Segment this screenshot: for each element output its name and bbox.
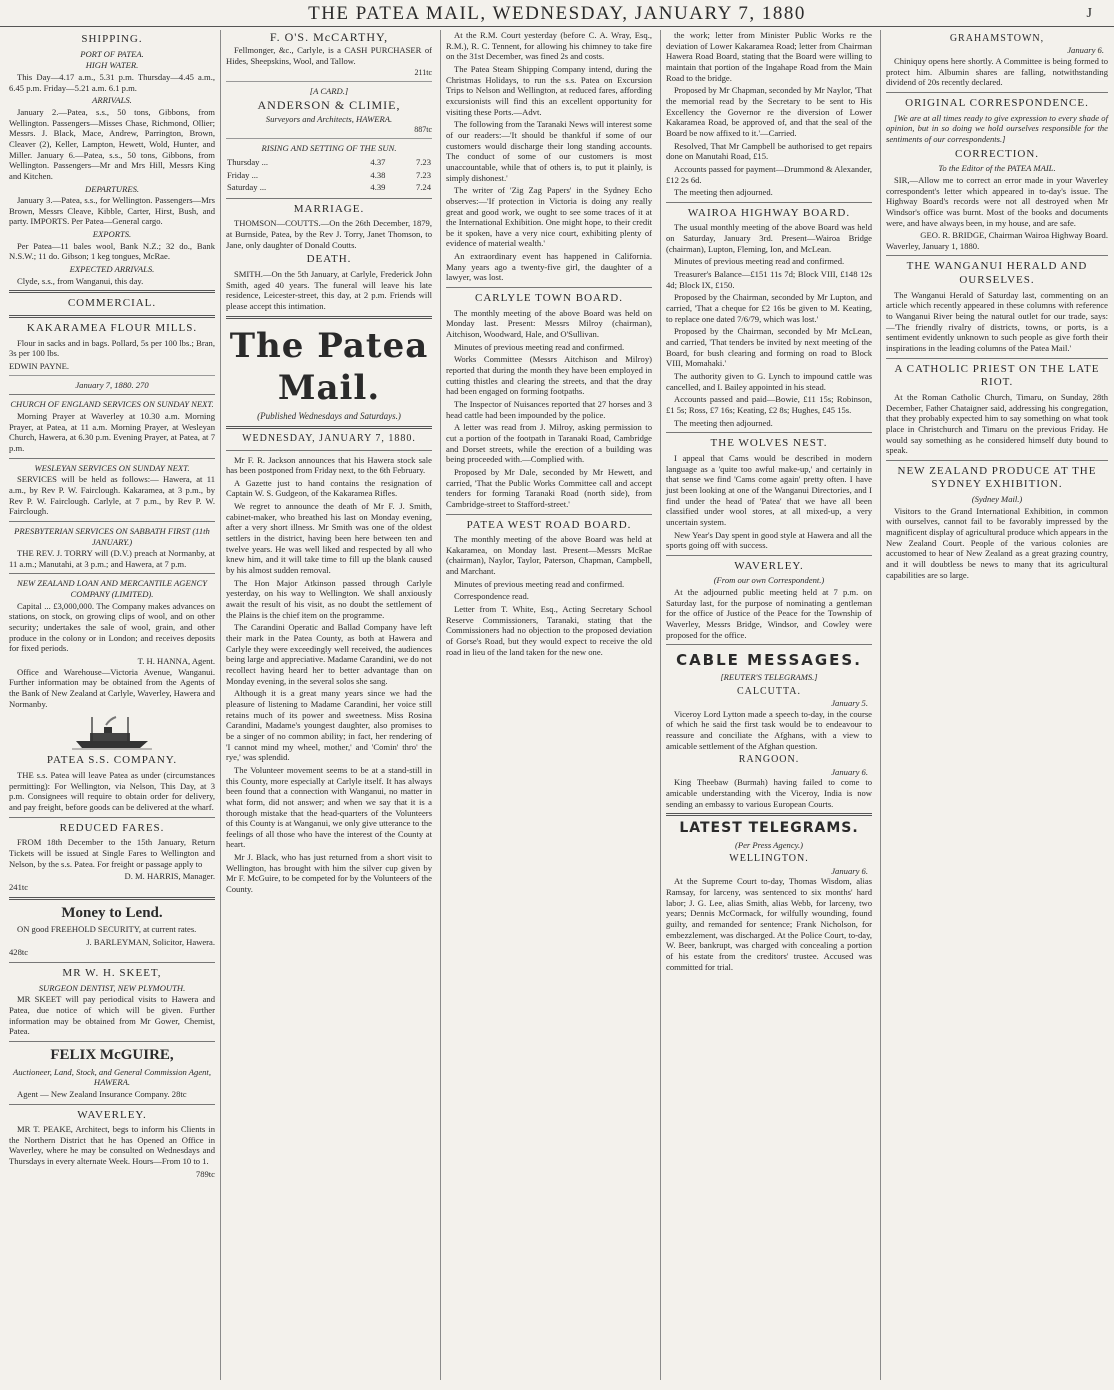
wairoa-body xyxy=(666,222,872,428)
loan-text-2: Office and Warehouse—Victoria Avenue, Wanganui. Further information may be obtained from the Agents of the Bank of New Zealand at Carlyle, Waverley, Hawera and Normanby. xyxy=(9,666,215,709)
latest-sub: (Per Press Agency.) xyxy=(734,839,803,850)
sun-day: Thursday ... xyxy=(227,156,269,167)
divider xyxy=(226,426,432,429)
news-paragraph: A Gazette just to hand contains the resignation of Captain W. S. Gudgeon, of the Kakaramea Rifles. xyxy=(226,477,432,499)
report-paragraph: Proposed by Mr Chapman, seconded by Mr Naylor, 'That the memorial read by the Secretary to be sent to His Excellency the Governor re the diversion of Lower Kakaramea Road, be approved of, and that the seal of the Board be now affixed to it.'—Carried. xyxy=(666,85,872,138)
catholic-heading: A CATHOLIC PRIEST ON THE LATE RIOT. xyxy=(894,362,1100,389)
sun-set: 7.23 xyxy=(415,169,431,180)
exhibition-heading: NEW ZEALAND PRODUCE AT THE SYDNEY EXHIBITION. xyxy=(897,464,1097,491)
latest-heading: LATEST TELEGRAMS. xyxy=(679,820,859,837)
skeet-text: MR SKEET will pay periodical visits to Hawera and Patea, due notice of which will be given. Further information may be obtained from Mr Gower, Chemist, Patea. xyxy=(9,994,215,1037)
sun-rise: 4.37 xyxy=(370,156,386,167)
sun-rise: 4.38 xyxy=(370,169,386,180)
correspondence-note: [We are at all times ready to give expression to every shade of opinion, but in so doing we hold ourselves responsible for the sentiments of our correspondents.] xyxy=(886,112,1108,144)
loan-heading: NEW ZEALAND LOAN AND MERCANTILE AGENCY COMPANY (LIMITED). xyxy=(17,578,207,600)
divider xyxy=(226,450,432,451)
column-5 xyxy=(880,30,1113,1380)
dateline: WEDNESDAY, JANUARY 7, 1880. xyxy=(242,433,416,445)
calcutta-text: Viceroy Lord Lytton made a speech to-day, in the course of which he said the first task would be to endeavour to reassure and conciliate the Afghans, with a view to amicable settlement of the Afghan question. xyxy=(666,708,872,751)
westroad-body xyxy=(446,534,652,657)
divider xyxy=(9,817,215,818)
correction-heading: CORRECTION. xyxy=(954,147,1040,160)
report-paragraph: Letter from T. White, Esq., Acting Secretary School Reserve Commissioners, Taranaki, stating that the Commissioners had no objection to the proposed deviation of Gorse's Road, but they would expect to receive the old road in lieu of the land taken for the new one. xyxy=(446,604,652,657)
skeet-heading: MR W. H. SKEET, xyxy=(62,967,162,980)
divider xyxy=(9,394,215,395)
report-paragraph: Accounts passed and paid—Bowie, £11 15s; Robinson, £1 5s; Ross, £7 16s; Keating, £2 8s; Hughes, £45 15s. xyxy=(666,394,872,415)
mccarthy-text: Fellmonger, &c., Carlyle, is a CASH PURCHASER of Hides, Sheepskins, Wool, and Tallow. xyxy=(226,44,432,66)
news-paragraph: The Hon Major Atkinson passed through Carlyle yesterday, on his way to Wellington. We shall anxiously await the result of his visit, as no doubt the settlement of the Plains is the chief item on the programme. xyxy=(226,577,432,620)
presby-heading: PRESBYTERIAN SERVICES ON SABBATH FIRST (11th JANUARY.) xyxy=(14,525,210,547)
architects-heading: ANDERSON & CLIMIE, xyxy=(257,97,401,112)
divider xyxy=(9,458,215,459)
correction-text: SIR,—Allow me to correct an error made in your Waverley correspondent's letter which appeared in to-day's issue. The Highway Board's records were not all destroyed when Mr Windsor's office was burnt. Most of the books and documents were, and have always been, in my house, and are safe. xyxy=(886,174,1108,228)
grahamstown-date: January 6. xyxy=(1067,45,1104,56)
architects-ad xyxy=(226,86,432,139)
peake-text: MR T. PEAKE, Architect, begs to inform his Clients in the Northern District that he has Opened an Office in Waverley, where he may be consulted on Wednesdays and Thursdays in every alternate Week. Hours—From 10 to 1. xyxy=(9,1124,215,1167)
wolves-body xyxy=(666,453,872,551)
report-paragraph: The Inspector of Nuisances reported that 27 horses and 3 head cattle had been impounded by the police. xyxy=(446,398,652,420)
article-paragraph: I appeal that Cams would be described in modern language as a 'quite too awful make-up,' and certainly in that sense we find 'Cams come again' pretty often. I have just been looking at one of the Wanganui Directories, and I find under the head of 'Patea' that we have all been classified under wool stores, at all mixed-up, a very uncertain system. xyxy=(666,452,872,527)
money-ref: 428tc xyxy=(9,947,29,958)
divider xyxy=(9,1041,215,1042)
divider xyxy=(886,358,1108,359)
correction-ref: Waverley, January 1, 1880. xyxy=(886,240,980,251)
marriage-heading: MARRIAGE. xyxy=(293,202,365,215)
divider xyxy=(446,287,652,288)
divider xyxy=(226,198,432,199)
local-news xyxy=(446,30,652,283)
wellington-date: January 6. xyxy=(831,865,868,876)
cable-heading: CABLE MESSAGES. xyxy=(676,651,862,670)
divider xyxy=(666,813,872,816)
arrivals-text: January 2.—Patea, s.s., 50 tons, Gibbons, from Wellington. Passengers—Misses Chase, Richmond, Ollier; Messrs. J. Black, Mace, Andrew, Parrington, Brown, Cleaver (2), Keller, Lampton, Hewett, Wold, Hunter, and Miller. January 6.—Patea, s.s., 50 tons, Gibbons, from Wellington. Passengers—Mr and Mrs Hill, Messrs King and Kitchen. xyxy=(9,106,215,181)
news-paragraph: Mr J. Black, who has just returned from a short visit to Wellington, has brought with him the silver cup given by Mr F. McGuire, to be competed for by the Volunteers of the County. xyxy=(226,852,432,895)
newspaper-flag: The Patea Mail. xyxy=(229,325,429,408)
waverley-corr-heading: WAVERLEY. xyxy=(734,559,804,572)
divider xyxy=(226,316,432,319)
wesleyan-text: SERVICES will be held as follows:— Hawera, at 11 a.m., by Rev P. W. Fairclough. Kakaramea, at 3 p.m., by Rev P. W. Fairclough. Carlyle, at 7 p.m., by Rev P. W. Fairclough. xyxy=(9,474,215,517)
divider xyxy=(9,1104,215,1105)
architects-text: Surveyors and Architects, HAWERA. xyxy=(265,113,393,124)
report-paragraph: The authority given to G. Lynch to impound cattle was cancelled, and I. Bailey appointed in his stead. xyxy=(666,371,872,392)
column-4 xyxy=(660,30,877,1380)
church-text: Morning Prayer at Waverley at 10.30 a.m. Morning Prayer, at Patea, at 11 a.m. Morning Prayer, at Wesleyan Church, Hawera, at 6.30 p.m. Evening Prayer, at Patea, at 7 p.m. xyxy=(9,410,215,453)
mccarthy-heading: F. O'S. McCARTHY, xyxy=(269,30,389,44)
exports-text: Per Patea—11 bales wool, Bank N.Z.; 32 do., Bank N.S.W.; 11 do. Gibson; 1 keg tongues, McRae. xyxy=(9,240,215,262)
divider xyxy=(666,202,872,203)
article-paragraph: New Year's Day spent in good style at Hawera and all the sports going off with success. xyxy=(666,529,872,551)
money-sign: J. BARLEYMAN, Solicitor, Hawera. xyxy=(86,936,215,947)
architects-ref: 887tc xyxy=(414,125,432,135)
divider xyxy=(446,514,652,515)
arrivals-heading: ARRIVALS. xyxy=(92,95,132,106)
flour-sign: EDWIN PAYNE. xyxy=(9,361,215,376)
mcguire-ref: Agent — New Zealand Insurance Company. 28tc xyxy=(17,1088,187,1099)
fares-ref: 241tc xyxy=(9,881,29,892)
flag-subtitle: (Published Wednesdays and Saturdays.) xyxy=(257,410,401,421)
page-folio: J xyxy=(1086,6,1092,21)
news-paragraph: An extraordinary event has happened in California. Many years ago a twenty-five girl, the daughter of a lawyer, was lost. xyxy=(446,251,652,283)
rangoon-text: King Theebaw (Burmah) having failed to come to amicable understanding with the Viceroy, India is now sending an embassy to various European Courts. xyxy=(666,777,872,809)
mcguire-heading: FELIX McGUIRE, xyxy=(50,1046,174,1063)
highwater-heading: HIGH WATER. xyxy=(85,60,139,71)
exhibition-text: Visitors to the Grand International Exhibition, in common with ourselves, cannot fail to be favorably impressed by the magnificent display of agricultural produce which appears in the New Zealand Court. People of the various colonies are accustomed to hear of New Zealand as a great grazing country, and it will doubtless be news to many that its agricultural capabilities are so large. xyxy=(886,505,1108,580)
correction-sub: To the Editor of the PATEA MAIL. xyxy=(938,163,1056,174)
departures-text: January 3.—Patea, s.s., for Wellington. Passengers—Mrs Brown, Messrs Cleave, Kibble, Carter, Hirst, Bush, and party. IMPORTS. Per Patea—General cargo. xyxy=(9,195,215,227)
news-paragraph: The Carandini Operatic and Ballad Company have left their mark in the Patea County, as both at Hawera and Carlyle they were exceedingly well received, the audiences being large and appreciative. Madame Carandini, we do not recollect having heard her to better advantage than on Monday evening, in the several solos she sang. xyxy=(226,622,432,686)
waverley-corr-sub: (From our own Correspondent.) xyxy=(713,575,825,586)
peake-ref: 789tc xyxy=(195,1168,215,1179)
sun-table xyxy=(226,156,432,194)
wolves-heading: THE WOLVES NEST. xyxy=(710,437,828,450)
divider xyxy=(666,432,872,433)
carlyle-board-heading: CARLYLE TOWN BOARD. xyxy=(475,292,623,305)
mccarthy-ad xyxy=(226,30,432,82)
herald-text: The Wanganui Herald of Saturday last, commenting on an article which recently appeared in these columns with reference to Wanganui River being the natural outlet for our trade, says:—'The friendly rivalry of districts, towns, or ports, is a sentiment evidently unknown to such people as give forth their inspirations in the leading columns of the Patea Mail.' xyxy=(886,289,1108,354)
wairoa-heading: WAIROA HIGHWAY BOARD. xyxy=(687,206,851,219)
mccarthy-ref: 211tc xyxy=(414,68,432,78)
port-heading: PORT OF PATEA. xyxy=(80,48,144,59)
steamship-icon xyxy=(70,713,154,751)
divider xyxy=(9,315,215,318)
sun-row xyxy=(226,169,432,182)
herald-heading: THE WANGANUI HERALD AND OURSELVES. xyxy=(906,260,1088,287)
report-paragraph: the work; letter from Minister Public Works re the deviation of Lower Kakaramea Road; letter from Chairman Hawera Road Board, stating that the Board were willing to maintain that portion of the Ingahape Road from the Main Road to the bridge. xyxy=(666,30,872,83)
report-paragraph: Correspondence read. xyxy=(454,591,529,602)
money-text: ON good FREEHOLD SECURITY, at current rates. xyxy=(17,924,197,935)
divider xyxy=(9,521,215,522)
news-paragraph: At the R.M. Court yesterday (before C. A. Wray, Esq., R.M.), R. C. Tennent, for allowing his chimney to take fire on the 31st December, was fined 2s and costs. xyxy=(446,30,652,62)
fares-text: FROM 18th December to the 15th January, Return Tickets will be issued at Single Fares to Wellington and Nelson, by the s.s. Patea. For freight or passage apply to xyxy=(9,837,215,869)
report-paragraph: The monthly meeting of the above Board was held at Kakaramea, on Monday last. Present—Messrs McRae (chairman), Naylor, Taylor, Paterson, Chapman, Campbell, and Marchant. xyxy=(446,534,652,577)
report-paragraph: Proposed by the Chairman, seconded by Mr Lupton, and carried, 'That a cheque for £2 16s be given to M. Keating, to replace one dated 7/6/79, which was lost.' xyxy=(666,292,872,324)
report-paragraph: The meeting then adjourned. xyxy=(674,187,773,198)
editorial-body xyxy=(226,455,432,895)
report-paragraph: Minutes of previous meeting read and confirmed. xyxy=(454,578,625,589)
report-paragraph: A letter was read from J. Milroy, asking permission to cut a portion of the footpath in Taranaki Road, Cambridge and Dorset streets, while the erection of a building was being proceeded with.—Complied with. xyxy=(446,422,652,465)
divider xyxy=(886,460,1108,461)
fares-sign: D. M. HARRIS, Manager. xyxy=(124,871,215,882)
rangoon-date: January 6. xyxy=(831,766,868,777)
highwater-text: This Day—4.17 a.m., 5.31 p.m. Thursday—4.45 a.m., 6.45 p.m. Friday—5.21 a.m. 6.1 p.m. xyxy=(9,71,215,93)
divider xyxy=(886,92,1108,93)
report-paragraph: Proposed by the Chairman, seconded by Mr McLean, and carried, 'That tenders be invited by next meeting of the Board, for bush clearing and forming on road to Block VIII, Momahaki.' xyxy=(666,326,872,369)
money-heading: Money to Lend. xyxy=(61,904,163,921)
rangoon-heading: RANGOON. xyxy=(738,754,800,766)
departures-heading: DEPARTURES. xyxy=(84,183,140,194)
death-text: SMITH.—On the 5th January, at Carlyle, Frederick John Smith, aged 40 years. The funeral will leave his late residence, Leicester-street, this day, at 2 p.m. Friends will please accept this intimation. xyxy=(226,269,432,311)
carlyle-board-body xyxy=(446,308,652,510)
divider xyxy=(9,962,215,963)
mcguire-text: Auctioneer, Land, Stock, and General Commission Agent, HAWERA. xyxy=(13,1066,211,1088)
wesleyan-heading: WESLEYAN SERVICES ON SUNDAY NEXT. xyxy=(34,462,190,473)
waverley-corr-text: At the adjourned public meeting held at 7 p.m. on Saturday last, for the purpose of nominating a gentleman for the office of Justice of the Peace for the Township of Waverley, Messrs Bridge, Windsor, and Cowley were proposed for the office. xyxy=(666,587,872,640)
road-board-continued xyxy=(666,30,872,198)
catholic-text: At the Roman Catholic Church, Timaru, on Sunday, 28th December, Father Chataigner said, addressing his congregation, that they probably expected him to say something on what took place in Christchurch and Timaru on the previous Friday. He would say something as he considered himself duty bound to speak. xyxy=(886,391,1108,456)
news-paragraph: The Patea Steam Shipping Company intend, during the Christmas Holidays, to run the s.s. Patea on Excursion Trips to Nelson and Wellington, at reduced fares, affording excursionists will find this an excellent opportunity for visiting these Ports.—Advt. xyxy=(446,63,652,117)
flour-text: Flour in sacks and in bags. Pollard, 5s per 100 lbs.; Bran, 3s per 100 lbs. xyxy=(9,337,215,359)
sun-day: Saturday ... xyxy=(227,182,267,193)
grahamstown-text: Chiniquy opens here shortly. A Committee is being formed to protect him. Albumin shares are falling, notwithstanding dividend of 20s recently declared. xyxy=(886,56,1108,88)
marriage-text: THOMSON—COUTTS.—On the 26th December, 1879, at Burnside, Patea, by the Rev J. Torry, Janet Thomson, to Jane, only daughter of Donald Coutts. xyxy=(226,218,432,250)
report-paragraph: Accounts passed for payment—Drummond & Alexander, £12 2s 6d. xyxy=(666,163,872,185)
death-heading: DEATH. xyxy=(306,253,352,266)
expected-heading: EXPECTED ARRIVALS. xyxy=(69,264,155,275)
report-paragraph: The monthly meeting of the above Board was held on Monday last. Present: Messrs Milroy (chairman), Aitchison, Woodward, Hale, and O'Sullivan. xyxy=(446,307,652,340)
expected-text: Clyde, s.s., from Wanganui, this day. xyxy=(17,275,144,286)
report-paragraph: Treasurer's Balance—£151 11s 7d; Block VIII, £148 12s 4d; Block IX, £150. xyxy=(666,269,872,290)
news-paragraph: Mr F. R. Jackson announces that his Hawera stock sale has been postponed from Friday next, to the 6th February. xyxy=(226,454,432,476)
news-paragraph: We regret to announce the death of Mr F. J. Smith, cabinet-maker, who breathed his last on Monday evening, after a very short illness. Mr Smith was one of the oldest settlers in the district, having been here between ten and twelve years. He was well liked and respected by all who knew him, and it will take time to fill up the blank caused by his almost sudden removal. xyxy=(226,501,432,576)
patea-company-heading: PATEA S.S. COMPANY. xyxy=(46,754,178,767)
sun-row xyxy=(226,156,432,169)
loan-sign: T. H. HANNA, Agent. xyxy=(137,656,215,667)
divider xyxy=(886,255,1108,256)
calcutta-heading: CALCUTTA. xyxy=(736,685,802,697)
divider xyxy=(666,555,872,556)
divider xyxy=(666,644,872,645)
report-paragraph: Minutes of previous meeting read and confirmed. xyxy=(674,256,845,267)
column-1 xyxy=(4,30,220,1380)
flour-heading: KAKARAMEA FLOUR MILLS. xyxy=(26,322,198,335)
card-label: [A CARD.] xyxy=(309,86,349,97)
report-paragraph: The meeting then adjourned. xyxy=(674,417,773,428)
sun-rise: 4.39 xyxy=(370,182,386,193)
news-paragraph: The following from the Taranaki News will interest some of our readers:—'It should be thankful if some of our customers would discharge their long standing accounts. The conduct of some of our customers is most unaccountable, while that of others is, to put it plainly, is simply dishonest.' xyxy=(446,119,652,183)
loan-text: Capital ... £3,000,000. The Company makes advances on stations, on stock, on growing clips of wool, and on other security; undertakes the sale of wool, grain, and other produce in the colony or in London; and receives deposits for fixed periods. xyxy=(9,600,215,654)
cable-sub: [REUTER'S TELEGRAMS.] xyxy=(720,671,818,682)
presby-text: THE REV. J. TORRY will (D.V.) preach at Normanby, at 11 a.m.; Manutahi, at 3 p.m.; and Hawera, at 7 p.m. xyxy=(9,548,215,569)
report-paragraph: The usual monthly meeting of the above Board was held on Saturday, January 3rd. Present—Wairoa Bridge (chairman), Lupton, Fleming, Ion, and McLean. xyxy=(666,222,872,254)
waverley-heading: WAVERLEY. xyxy=(77,1108,147,1121)
calcutta-date: January 5. xyxy=(831,698,868,709)
news-paragraph: The writer of 'Zig Zag Papers' in the Sydney Echo observes:—'If protection in Victoria is doing any really great and good work, we ought to see some traces of it at the International Exhibition. One might hope, to their credit be it spoken, have a very nice court, exhibiting plenty of evidence of material wealth.' xyxy=(446,185,652,249)
church-heading: CHURCH OF ENGLAND SERVICES ON SUNDAY NEXT. xyxy=(10,399,214,410)
commercial-heading: COMMERCIAL. xyxy=(67,297,157,310)
sun-heading: RISING AND SETTING OF THE SUN. xyxy=(261,143,397,154)
westroad-heading: PATEA WEST ROAD BOARD. xyxy=(466,518,632,531)
fares-heading: REDUCED FARES. xyxy=(59,821,165,834)
wellington-text: At the Supreme Court to-day, Thomas Wisdom, alias Ramsay, for larceny, was sentenced to six months' hard labor; J. G. Lee, alias Smith, alias Webb, for larceny, two years; Dennis McCormack, for wilfully wounding, found guilty, and remanded for sentence; Frank Nicholson, for embezzlement, was discharged. At the Police Court, to-day, W. Beer, bankrupt, was charged with concealing a portion of his estate from the creditors' trustee. Accused was committed for trial. xyxy=(666,876,872,972)
report-paragraph: Proposed by Mr Dale, seconded by Mr Hewett, and carried, 'That the Public Works Committee call and accept tenders for forming Taranaki Road (north side), from Cambridge-street to Stafford-street.' xyxy=(446,466,652,509)
exhibition-sub: (Sydney Mail.) xyxy=(971,494,1023,505)
sun-set: 7.23 xyxy=(415,156,431,167)
news-paragraph: The Volunteer movement seems to be at a stand-still in this County, more especially at Carlyle itself. It has always been found that a connection with Wanganui, no matter in what form, did not answer; and when we say that it is a thorough mistake that the head-quarters of the Volunteers of this County is at Wanganui, we only give utterance to the feelings of all those who have the interest of the County at heart. xyxy=(226,764,432,850)
sun-day: Friday ... xyxy=(227,169,259,180)
report-paragraph: Resolved, That Mr Campbell be authorised to get repairs done on Manutahi Road, £15. xyxy=(666,140,872,162)
report-paragraph: Minutes of previous meeting read and confirmed. xyxy=(454,341,625,352)
correspondence-heading: ORIGINAL CORRESPONDENCE. xyxy=(905,97,1089,110)
wellington-heading: WELLINGTON. xyxy=(729,853,809,865)
correction-sign: GEO. R. BRIDGE, Chairman Wairoa Highway Board. xyxy=(920,230,1108,241)
masthead xyxy=(0,0,1114,27)
flour-ref: January 7, 1880. 270 xyxy=(75,379,149,390)
patea-company-text: THE s.s. Patea will leave Patea as under (circumstances permitting): For Wellington, via Nelson, This Day, at 3 p.m. Consignees will require to obtain order for delivery, and pay freight, before goods can be delivered at the wharf. xyxy=(9,769,215,812)
grahamstown-heading: GRAHAMSTOWN, xyxy=(949,33,1045,44)
column-3 xyxy=(440,30,657,1380)
report-paragraph: Works Committee (Messrs Aitchison and Milroy) reported that during the month they have been employed in cutting thistles and clearing the streets, and that the dray had been engaged on forming footpaths. xyxy=(446,354,652,397)
divider xyxy=(9,573,215,574)
divider xyxy=(9,897,215,900)
news-paragraph: Although it is a great many years since we had the pleasure of listening to Madame Carandini, her voice still retains much of its power and sweetness. Miss Rosina Carandini, Madame's youngest daughter, also promises to be a singer of no common ability; in fact, her rendering of 'I cannot mind my wheel, mother,' and 'Comin' thro' the rye,' was splendid. xyxy=(226,688,432,763)
column-2 xyxy=(220,30,437,1380)
shipping-heading: SHIPPING. xyxy=(81,33,143,45)
sun-row xyxy=(226,181,432,194)
page-title: THE PATEA MAIL, WEDNESDAY, JANUARY 7, 1880 xyxy=(308,3,806,24)
exports-heading: EXPORTS. xyxy=(92,229,132,240)
skeet-sub: SURGEON DENTIST, NEW PLYMOUTH. xyxy=(38,982,186,993)
divider xyxy=(9,290,215,293)
sun-set: 7.24 xyxy=(415,182,431,193)
